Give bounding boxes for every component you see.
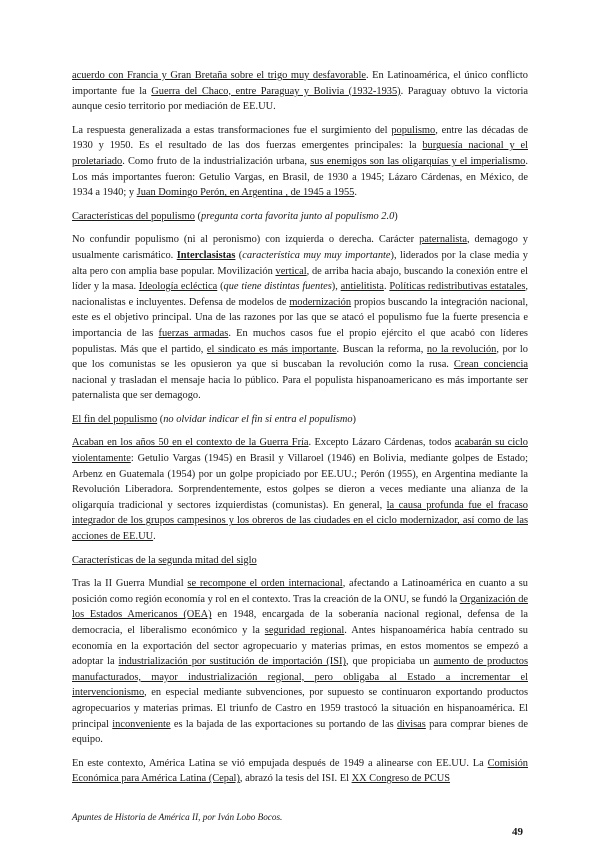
- underlined-text: Políticas redistributivas estatales: [389, 281, 526, 293]
- text: En este contexto, América Latina se vió empujada después de 1949 a alinearse con EE.UU. La: [72, 757, 488, 769]
- underlined-text: acuerdo con Francia y Gran Bretaña sobre el trigo muy desfavorable: [72, 70, 366, 81]
- heading-text: Características de la segunda mitad del siglo: [72, 554, 257, 566]
- text: , de arriba hacia abajo, buscando la conexión entre el líder y la masa.: [72, 265, 528, 293]
- heading-fin-populismo: [72, 412, 528, 428]
- text: , que propiciaba un: [345, 656, 434, 668]
- italic-note: no olvidar indicar el fin si entra el populismo: [163, 413, 353, 425]
- text: No confundir populismo (ni al peronismo) con izquierda o derecha. Carácter: [72, 234, 420, 246]
- underlined-text: aumento de productos manufacturados, mayor industrialización regional, pero obligaba al Estado a incrementar el intervencionismo: [72, 656, 528, 699]
- underlined-text: burguesía nacional y el proletariado: [72, 140, 528, 167]
- underlined-text: sus enemigos son las oligarquías y el imperialismo: [310, 155, 526, 167]
- underlined-text: Juan Domingo Perón, en Argentina , de 1945 a 1955: [136, 187, 355, 199]
- text: . Buscan la reforma,: [336, 343, 427, 355]
- underlined-text: Organización de los Estados Americanos (OEA): [72, 593, 528, 621]
- underlined-text: industrialización por sustitución de importación (ISI): [118, 656, 346, 668]
- underlined-text: Ideología ecléctica: [138, 281, 218, 293]
- page-number: 49: [512, 826, 523, 838]
- underlined-text: seguridad regional: [264, 625, 345, 636]
- underlined-text: inconveniente: [112, 718, 171, 730]
- underlined-text: paternalista: [419, 234, 467, 246]
- underlined-text: divisas: [396, 718, 426, 730]
- page-footer: Apuntes de Historia de América II, por Iván Lobo Bocos.: [72, 812, 283, 822]
- underlined-text: antielitista: [340, 281, 384, 293]
- paragraph-populismo-intro: [72, 123, 528, 201]
- underlined-text: el sindicato es más importante: [206, 343, 337, 355]
- text: : Getulio Vargas (1945) en Brasil y Villaroel (1946) en Bolivia, mediante golpes de Estado; Arbenz en Guatemala (1954) por un golpe propiciado por EE.UU.; Perón (1955), en Argentina mediante la Revolución Liberadora. Sorprendentemente, estos golpes se dieron a veces mediante una alianza de la oligarquía tradicional y sectores izquierdistas (comunistas). En general,: [72, 453, 528, 511]
- text: ),: [331, 281, 341, 293]
- paragraph-contexto: [72, 756, 528, 787]
- text: , afectando a Latinoamérica en cuanto a su posición como región economía y rol en el contexto. Tras la creación de la ONU, se fundó la: [72, 578, 528, 605]
- paragraph-chaco: [72, 68, 528, 115]
- text: . Antes hispanoamérica había centrado su economía en la exportación del sector agropecuario y materias primas, en estos momentos se empezó a adoptar la: [72, 625, 528, 668]
- bold-underlined-text: Interclasistas: [176, 249, 236, 261]
- text: es la bajada de las exportaciones su portando de las: [170, 718, 397, 730]
- underlined-text: no la revolución: [426, 343, 497, 355]
- text: . Los más importantes fueron: Getulio Vargas, en Brasil, de 1930 a 1945; Lázaro Cárdenas, en México, de 1934 a 1940; y: [72, 155, 528, 199]
- underlined-text: fuerzas armadas: [158, 327, 229, 339]
- text: (: [194, 210, 201, 222]
- text: (: [235, 249, 243, 261]
- underlined-text: Crean conciencia: [453, 359, 529, 371]
- underlined-text: populismo: [391, 124, 436, 136]
- italic-note: característica muy muy importante: [242, 249, 391, 261]
- underlined-text: modernización: [289, 296, 352, 308]
- italic-note: pregunta corta favorita junto al populismo 2.0: [201, 210, 395, 222]
- text: , demagogo y usualmente carismático.: [72, 234, 528, 261]
- underlined-text: Comisión Económica para América Latina (Cepal): [72, 757, 528, 785]
- text: .: [153, 531, 156, 543]
- heading-caracteristicas-populismo: [72, 209, 528, 225]
- text: , entre las décadas de 1930 y 1950. Es el resultado de las dos fuerzas emergentes principales: la: [72, 124, 528, 152]
- underlined-text: vertical: [275, 265, 307, 277]
- underlined-text: la causa profunda fue el fracaso integrador de los grupos campesinos y los obreros de las ciudades en el ciclo modernizador, así como de las acciones de EE.UU: [72, 499, 528, 543]
- text: La respuesta generalizada a estas transformaciones fue el surgimiento del: [72, 124, 392, 136]
- text: . En Latinoamérica, el único conflicto importante fue la: [72, 70, 528, 97]
- text: . En muchos casos fue el propio ejército el que acabó con líderes populistas. Más que el partido,: [72, 327, 528, 355]
- paragraph-caracteristicas: [72, 232, 528, 404]
- paragraph-posguerra: [72, 576, 528, 748]
- heading-text: El fin del populismo: [72, 413, 158, 425]
- text: (: [217, 281, 224, 293]
- italic-note: que tiene distintas fuentes: [223, 281, 332, 293]
- heading-segunda-mitad: [72, 553, 528, 569]
- underlined-text: Acaban en los años 50 en el contexto de la Guerra Fría: [72, 437, 309, 449]
- underlined-text: acabarán su ciclo violentamente: [72, 437, 528, 465]
- paragraph-fin: [72, 435, 528, 544]
- text: ): [352, 413, 357, 425]
- text: , por lo que los comunistas se les opusieron ya que si buscaban la revolución como la rusa.: [72, 343, 528, 371]
- heading-text: Características del populismo: [72, 210, 195, 222]
- text: . Como fruto de la industrialización urbana,: [122, 155, 311, 167]
- text: propios buscando la integración nacional, este es el objetivo principal. Una de las razones por las que se atacó el populismo fue la fuerte presencia e importancia de las: [72, 296, 528, 339]
- text: en 1948, encargada de la soberanía nacional regional, defensa de la democracia, el liberalismo económico y la: [72, 609, 528, 636]
- text: para comprar bienes de equipo.: [72, 718, 528, 746]
- text: .: [354, 187, 357, 199]
- underlined-text: XX Congreso de PCUS: [351, 773, 451, 785]
- text: ), liderados por la clase media y alta pero con amplia base popular. Movilización: [72, 249, 528, 277]
- page-content: [72, 68, 528, 795]
- text: , abrazó la tesis del ISI. El: [239, 773, 352, 785]
- text: , en especial mediante subvenciones, por supuesto se continuaron exportando productos agropecuarios y materias primas. El triunfo de Castro en 1959 trastocó la situación en hispanoamérica. El principal: [72, 687, 528, 730]
- text: ): [394, 210, 398, 222]
- text: nacional y trasladan el mensaje hacia lo público. Para el populista hispanoamericano es más importante ser paternalista que ser demagogo.: [72, 374, 528, 402]
- underlined-text: se recompone el orden internacional: [187, 578, 343, 590]
- underlined-text: Guerra del Chaco, entre Paraguay y Bolivia (1932-1935): [151, 85, 401, 97]
- text: . Paraguay obtuvo la victoria aunque cesio territorio por mediación de EE.UU.: [72, 85, 528, 113]
- text: (: [157, 413, 164, 425]
- text: Tras la II Guerra Mundial: [72, 578, 188, 590]
- text: .: [383, 281, 390, 293]
- text: . Excepto Lázaro Cárdenas, todos: [308, 437, 455, 449]
- text: , nacionalistas e incluyentes. Defensa de modelos de: [72, 281, 528, 308]
